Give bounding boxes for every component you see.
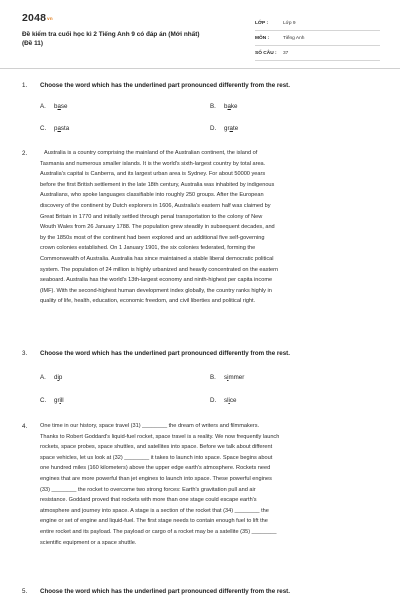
meta-value: Tiếng Anh (283, 35, 305, 41)
meta-label: SỐ CÂU : (255, 50, 277, 56)
meta-table (255, 16, 380, 61)
question-prompt: Choose the word which has the underlined part pronounced differently from the rest. (40, 588, 290, 595)
meta-value: Lớp 9 (283, 20, 296, 26)
passage-line: Australia's capital is Canberra, and its largest urban area is Sydney. For about 50000 years (40, 171, 266, 178)
passage-line: Great Britain in 1770 and initially settled through penal transportation to the colony of New (40, 213, 263, 220)
passage-line: Wouth Wales from 26 January 1788. The population grew steadily in subsequent decades, and (40, 224, 275, 231)
page-header (0, 0, 400, 62)
site-logo[interactable] (22, 12, 53, 24)
passage-line: rockets, space probes, space shuttles, and satellites into space. Before we talk about different (40, 444, 273, 451)
passage-line: seaboard. Australia has the world's 13th-largest economy and ninth-highest per capita income (40, 277, 273, 284)
meta-row-class (255, 16, 380, 31)
title-line-2: (Đề 11) (22, 40, 43, 47)
question-prompt: Choose the word which has the underlined part pronounced differently from the rest. (40, 350, 290, 357)
passage-line: (IMF). With the second-highest human development index globally, the country ranks highly in (40, 287, 272, 294)
document-title (22, 30, 247, 48)
cloze-passage (40, 421, 380, 548)
passage-line: Commonwealth of Australia. Australia has since maintained a stable liberal democratic political (40, 255, 274, 262)
passage-line: One time in our history, space travel (31) ________ the dream of writers and filmmakers. (40, 423, 260, 429)
passage-line: entire rocket and its payload. The payload or cargo of a rocket may be a satellite (35) ________ (40, 528, 277, 535)
passage-line: atmosphere and journey into space. A stage is a section of the rocket that (34) ________ the (40, 507, 269, 514)
question-number: 1. (22, 82, 28, 89)
meta-row-count (255, 46, 380, 61)
passage-line: crown colonies established. On 1 January 1901, the six colonies federated, forming the (40, 245, 256, 252)
passage-text (40, 148, 380, 307)
header-divider (0, 68, 400, 69)
option-b[interactable]: B. bake (210, 103, 238, 110)
option-d[interactable]: D. slice (210, 397, 237, 404)
passage-line: scientific equipment or a space shuttle. (40, 539, 137, 546)
passage-line: space vehicles, let us look at (32) ________ it takes to launch into space. Space begins about (40, 454, 273, 461)
option-b[interactable]: B. simmer (210, 374, 245, 381)
passage-line: (33) ________ the rocket to overcome two strong forces: Earth's gravitation pull and air (40, 486, 256, 493)
passage-line: discovery of the continent by Dutch explorers in 1606, Australia's eastern half was claimed by (40, 202, 271, 209)
passage-line: Thanks to Robert Goddard's liquid-fuel rocket, space travel is a reality. We now frequently launch (40, 433, 280, 440)
passage-line: engine or set of engine and liquid-fuel. The first stage needs to contain enough fuel to lift the (40, 518, 268, 525)
passage-line: one hundred miles (160 kilometers) above the upper edge earth's atmosphere. Rockets need (40, 465, 271, 472)
passage-line: Tasmania and numerous smaller islands. It is the world's sixth-largest country by total area. (40, 160, 266, 167)
passage-line: resistance. Goddard proved that rockets with more than one stage could escape earth's (40, 497, 257, 504)
option-a[interactable]: A. base (40, 103, 68, 110)
passage-line: engines that are more powerful than jet engines to launch into space. These powerful engines (40, 475, 272, 482)
option-c[interactable]: C. grill (40, 397, 64, 404)
question-number: 4. (22, 423, 28, 430)
passage-line: by the 1850s most of the continent had been explored and an additional five self-governing (40, 234, 265, 241)
meta-label: LỚP : (255, 20, 269, 26)
passage-line: Australians, who spoke languages classifiable into roughly 250 groups. After the European (40, 192, 264, 199)
logo-suffix: vn (47, 15, 53, 21)
logo-text: 2048 (22, 12, 47, 24)
meta-value: 37 (283, 50, 289, 56)
meta-row-subject (255, 31, 380, 46)
title-line-1: Đề kiểm tra cuối học kì 2 Tiếng Anh 9 có đáp án (Mới nhất) (22, 31, 200, 38)
option-a[interactable]: A. dip (40, 374, 63, 381)
meta-label: MÔN : (255, 35, 270, 41)
question-number: 5. (22, 588, 28, 595)
option-c[interactable]: C. pasta (40, 125, 70, 132)
question-number: 2. (22, 150, 28, 157)
question-number: 3. (22, 350, 28, 357)
passage-line: quality of life, health, education, economic freedom, and civil liberties and political right. (40, 298, 256, 305)
passage-line: system. The population of 24 million is highly urbanized and heavily concentrated on the eastern (40, 266, 279, 273)
option-d[interactable]: D. grate (210, 125, 239, 132)
passage-line: Australia is a country comprising the mainland of the Australian continent, the island of (44, 150, 258, 156)
passage-line: before the first British settlement in the late 18th century, Australia was inhabited by indigenous (40, 181, 275, 188)
question-prompt: Choose the word which has the underlined part pronounced differently from the rest. (40, 82, 290, 89)
